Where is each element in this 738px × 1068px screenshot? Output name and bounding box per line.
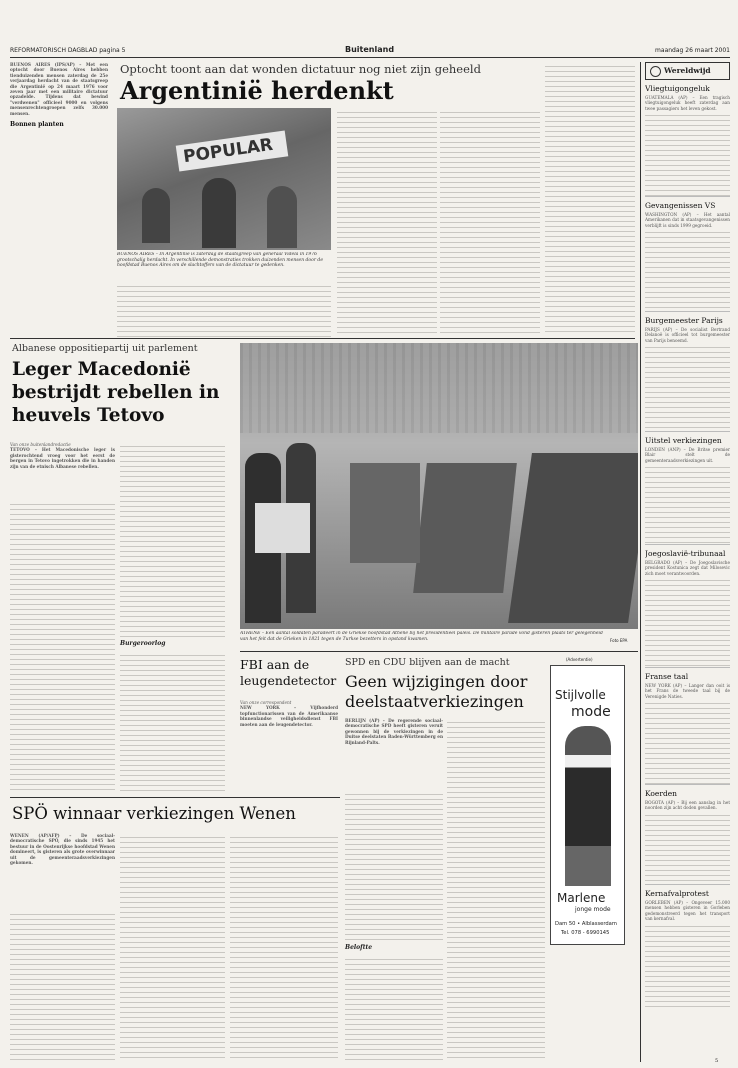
sidebar-item-heading: Koerden — [645, 789, 678, 798]
sidebar-item-text: LONDEN (ANP) – De Britse premier Blair stelt de gemeenteraadsverkiezingen uit. — [645, 447, 730, 463]
article3-lead: NEW YORK – Vijfhonderd topfunctionarissen van de Amerikaanse binnenlandse veiligheidsdienst FBI moeten aan de leugendetector. — [240, 705, 338, 727]
article1-banner-text: POPULAR — [182, 134, 275, 168]
article5-col3 — [230, 833, 338, 1060]
sidebar-news-item — [645, 784, 730, 884]
article1-photo — [117, 108, 331, 250]
article2-photo-credit: Foto EPA — [610, 638, 628, 643]
article5-col1b — [10, 910, 115, 1060]
sidebar-item-body-lines — [645, 699, 730, 784]
sidebar-news-item — [645, 311, 730, 431]
ad-title-1: Stijlvolle — [555, 688, 606, 702]
ad-address: Dam 50 • Alblasserdam — [555, 921, 617, 927]
sidebar-item-text: GUATEMALA (AP) – Een tragisch vliegtuigongeluk heeft zaterdag aan twee passagiers het leven gekost. — [645, 95, 730, 111]
sidebar-item-text: WASHINGTON (AP) – Het aantal Amerikanen dat in staatsgevangenissen verblijft is sinds 1999 gegroeid. — [645, 212, 730, 228]
sidebar-item-body-lines — [645, 463, 730, 544]
sidebar-item-text: BELGRADO (AP) – De Joegoslavische president Kostunica zegt dat Milosevic zich moet verantwoorden. — [645, 560, 730, 576]
article1-kicker: Optocht toont aan dat wonden dictatuur nog niet zijn geheeld — [120, 62, 481, 76]
sidebar-item-heading: Franse taal — [645, 672, 689, 681]
sidebar-news-item — [645, 196, 730, 311]
sidebar-item-body-lines — [645, 576, 730, 667]
header-date: maandag 26 maart 2001 — [655, 47, 730, 54]
article2-parade-photo — [240, 343, 638, 629]
article2-lead: TETOVO – Het Macedonische leger is gisterochtend vroeg voor het eerst de bergen in Tetovo ingetrokken die in handen zijn van de etnisch Albanese rebellen. — [10, 447, 115, 469]
sidebar-item-heading: Vliegtuigongeluk — [645, 84, 710, 93]
article1-col3 — [337, 108, 437, 333]
article1-lead-text: BUENOS AIRES (IPS/AP) – Met een optocht door Buenos Aires hebben tienduizenden mensen zaterdag de 25e verjaardag herdacht van de staatsgreep die Argentinië op 24 maart 1976 voor zeven jaar met een militaire dictatuur opzadelde. Tijdens dat bewind "verdwenen" officieel 9000 en volgens mensenrechtengroepen zelfs 30.000 mensen. — [10, 62, 108, 116]
article3-byline: Van onze correspondent — [240, 700, 292, 705]
sidebar-item-text: BOGOTA (AP) – Bij een aanslag in het noorden zijn acht doden gevallen. — [645, 800, 730, 811]
page-header — [10, 45, 730, 58]
article4-lead: BERLIJN (AP) – De regerende sociaal-democratische SPD heeft gisteren veruit gewonnen bij de verkiezingen in de Duitse deelstaten Baden-Württemberg en Rijnland-Palts. — [345, 718, 443, 745]
sidebar-news-item — [645, 80, 730, 196]
article1-col5 — [545, 62, 635, 332]
article1-headline: Argentinië herdenkt — [120, 76, 394, 105]
sidebar-title-box — [645, 62, 730, 80]
sidebar-title: Wereldwijd — [664, 66, 711, 75]
divider-3 — [10, 797, 340, 798]
sidebar-item-body-lines — [645, 811, 730, 884]
sidebar-item-heading: Joegoslavië-tribunaal — [645, 549, 726, 558]
sidebar-item-heading: Burgemeester Parijs — [645, 316, 723, 325]
article5-headline: SPÖ winnaar verkiezingen Wenen — [12, 804, 296, 823]
sidebar-item-body-lines — [645, 228, 730, 311]
article2-col2 — [120, 442, 225, 637]
globe-icon — [650, 66, 661, 77]
article2-byline: Van onze buitenlandredactie — [10, 442, 71, 447]
article1-col4 — [440, 108, 540, 333]
article2-col1b — [10, 500, 115, 790]
ad-brand: Marlene — [557, 891, 606, 905]
ad-phone: Tel. 078 - 6990145 — [561, 930, 610, 936]
sidebar-news-item — [645, 667, 730, 784]
article4-kicker: SPD en CDU blijven aan de macht — [345, 657, 510, 668]
sidebar-item-body-lines — [645, 111, 730, 196]
header-section: Buitenland — [345, 45, 395, 54]
article2-headline: Leger Macedonië bestrijdt rebellen in heuvels Tetovo — [12, 359, 220, 426]
article1-caption: BUENOS AIRES – In Argentinië is zaterdag de staatsgreep van generaal Videla in 1976 grootschalig herdacht. In verschillende demonstraties trokken duizenden mensen door de hoofdstad Buenos Aires om de slachtoffers van de dictatuur te gedenken. — [117, 252, 323, 269]
sidebar-item-heading: Gevangenissen VS — [645, 201, 716, 210]
sidebar-item-heading: Kernafvalprotest — [645, 889, 709, 898]
sidebar-news-item — [645, 431, 730, 544]
sidebar-news-item — [645, 544, 730, 667]
advertisement[interactable] — [550, 665, 625, 945]
article1-subhead: Bonnen planten — [10, 121, 64, 129]
sidebar-item-heading: Uitstel verkiezingen — [645, 436, 722, 445]
article4-col1c — [345, 955, 443, 1060]
article5-lead: WENEN (AP/AFP) – De sociaal-democratische SPÖ, die sinds 1945 het bestuur in de Oostenrijkse hoofdstad Wenen domineert, is gisteren als grote overwinnaar uit de gemeenteraadsverkiezingen gekomen. — [10, 833, 115, 866]
article3-headline: FBI aan de leugendetector — [240, 657, 337, 688]
sidebar-divider — [640, 62, 641, 1062]
article4-subhead: Beloftte — [345, 944, 373, 951]
sidebar — [645, 62, 730, 1062]
sidebar-news-item — [645, 884, 730, 1009]
article4-lead-block — [345, 718, 443, 788]
article4-col1b — [345, 790, 443, 940]
ad-title-2: mode — [571, 704, 611, 720]
sidebar-item-text: GORLEBEN (AP) – Ongeveer 15.000 mensen hebben gisteren in Gorleben gedemonstreerd tegen het transport van kernafval. — [645, 900, 730, 922]
ad-model-photo — [565, 726, 611, 886]
article2-kicker: Albanese oppositiepartij uit parlement — [12, 343, 198, 354]
article4-headline: Geen wijzigingen door deelstaatverkiezingen — [345, 672, 528, 711]
ad-label: (Advertentie) — [566, 657, 593, 662]
ad-brand-sub: jonge mode — [575, 906, 611, 913]
page-number: 5 — [715, 1058, 719, 1064]
header-paper-name: REFORMATORISCH DAGBLAD pagina 5 — [10, 47, 126, 54]
sidebar-item-body-lines — [645, 922, 730, 1009]
article4-col2 — [447, 718, 545, 1060]
article5-col2 — [120, 833, 225, 1060]
sidebar-item-body-lines — [645, 343, 730, 431]
divider-1 — [10, 338, 635, 339]
divider-2 — [240, 651, 638, 652]
article5-lead-block — [10, 833, 115, 908]
article1-col2b — [117, 282, 331, 337]
article2-subhead: Burgeroorlog — [120, 640, 166, 647]
article3-body — [240, 700, 338, 795]
article2-col2b — [120, 651, 225, 791]
article2-caption: ATHENE – Een aantal soldaten paradeert in de Griekse hoofdstad Athene bij het presidentieel paleis. De militaire parade vond gisteren plaats ter gelegenheid van het feit dat de Grieken in 1821 tegen de Turkse bezetters in opstand kwamen. — [240, 631, 603, 642]
sidebar-item-text: PARIJS (AP) – De socialist Bertrand Delanoë is officieel tot burgemeester van Parijs benoemd. — [645, 327, 730, 343]
sidebar-item-text: NEW YORK (AP) – Langer dan ooit is het Frans de tweede taal bij de Verenigde Naties. — [645, 683, 730, 699]
